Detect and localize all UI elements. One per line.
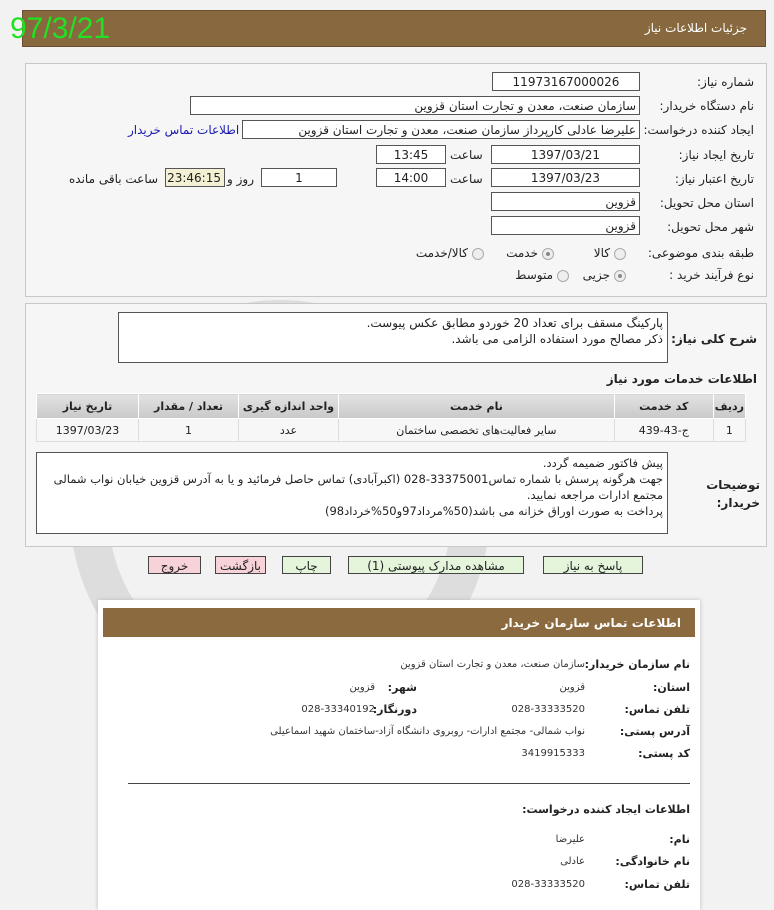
province-field[interactable]: قزوین [491, 192, 640, 211]
view-attachments-button[interactable]: مشاهده مدارک پیوستی (1) [348, 556, 524, 574]
description-textarea[interactable] [118, 312, 668, 363]
city-field[interactable]: قزوین [491, 216, 640, 235]
col-code: کد خدمت [614, 394, 713, 419]
buyer-contact-link[interactable]: اطلاعات تماس خریدار [128, 123, 240, 137]
family-value: عادلی [560, 856, 585, 867]
created-date-field[interactable]: 1397/03/21 [491, 145, 640, 164]
cell-row: 1 [713, 419, 745, 442]
province-label: استان: [653, 681, 690, 694]
phone-value: 028-33333520 [511, 704, 585, 715]
cell-code: ج-43-439 [614, 419, 713, 442]
requester-field[interactable]: علیرضا عادلی کارپرداز سازمان صنعت، معدن و تجارت استان قزوین [242, 120, 640, 139]
date-stamp: 97/3/21 [10, 12, 111, 45]
buyer-org-field[interactable]: سازمان صنعت، معدن و تجارت استان قزوین [190, 96, 640, 115]
cell-qty: 1 [139, 419, 239, 442]
address-label: آدرس پستی: [619, 725, 690, 738]
notes-line: پیش فاکتور ضمیمه گردد. [542, 456, 663, 470]
cell-date: 1397/03/23 [37, 419, 139, 442]
process-option-medium[interactable]: متوسط [515, 268, 569, 282]
valid-time-label: ساعت [450, 172, 483, 186]
contact-card-title: اطلاعات تماس سازمان خریدار [501, 616, 681, 630]
notes-line: پرداخت به صورت اوراق خزانه می باشد(50%مرداد97و50%خرداد98) [324, 504, 663, 518]
name-label: نام: [669, 833, 690, 846]
radio-selected-icon [542, 248, 554, 260]
radio-icon [472, 248, 484, 260]
process-label: نوع فرآیند خرید : [669, 268, 754, 282]
reply-button[interactable]: پاسخ به نیاز [543, 556, 643, 574]
col-row: ردیف [713, 394, 745, 419]
cell-name: سایر فعالیت‌های تخصصی ساختمان [339, 419, 615, 442]
back-button[interactable]: بازگشت [215, 556, 266, 574]
divider [128, 783, 690, 784]
category-option-service[interactable]: خدمت [506, 246, 554, 260]
notes-line: جهت هرگونه پرسش با شماره تماس33375001-028 (اکبرآبادی) تماس حاصل فرمائید و یا به آدرس قزوین خیابان نواب شمالی مجتمع ادارات مراجعه نمایید. [53, 472, 663, 502]
days-label: روز و [227, 172, 254, 186]
remaining-time-field: 23:46:15 [165, 168, 225, 187]
remaining-label: ساعت باقی مانده [69, 172, 159, 186]
buyer-org-label: نام دستگاه خریدار: [659, 99, 754, 113]
col-unit: واحد اندازه گیری [239, 394, 339, 419]
valid-time-field[interactable]: 14:00 [376, 168, 446, 187]
province-value: قزوین [559, 682, 585, 693]
created-label: تاریخ ایجاد نیاز: [678, 148, 754, 162]
description-label: شرح کلی نیاز: [671, 332, 757, 346]
creator-phone-label: تلفن تماس: [624, 878, 690, 891]
address-value: نواب شمالی- مجتمع ادارات- روبروی دانشگاه آزاد-ساختمان شهید اسماعیلی [270, 726, 585, 737]
radio-icon [557, 270, 569, 282]
print-button[interactable]: چاپ [282, 556, 331, 574]
process-option-minor[interactable]: جزیی [583, 268, 626, 282]
buyer-contact-card [98, 600, 700, 910]
org-label: نام سازمان خریدار: [584, 658, 690, 671]
col-qty: تعداد / مقدار [139, 394, 239, 419]
postal-label: کد پستی: [638, 747, 690, 760]
created-time-field[interactable]: 13:45 [376, 145, 446, 164]
fax-value: 028-33340192 [301, 704, 375, 715]
col-date: تاریخ نیاز [37, 394, 139, 419]
fax-label: دورنگار: [372, 703, 417, 716]
exit-button[interactable]: خروج [148, 556, 201, 574]
family-label: نام خانوادگی: [615, 855, 690, 868]
valid-date-field[interactable]: 1397/03/23 [491, 168, 640, 187]
name-value: علیرضا [555, 834, 585, 845]
radio-selected-icon [614, 270, 626, 282]
radio-icon [614, 248, 626, 260]
province-label: استان محل تحویل: [659, 196, 754, 210]
valid-label: تاریخ اعتبار نیاز: [674, 172, 754, 186]
city-label: شهر محل تحویل: [667, 220, 754, 234]
table-row [37, 419, 746, 442]
page-header [22, 10, 766, 47]
description-line: پارکینگ مسقف برای تعداد 20 خوردو مطابق عکس پیوست. [366, 316, 663, 330]
notes-textarea[interactable] [36, 452, 668, 534]
category-option-goods-service[interactable]: کالا/خدمت [416, 246, 484, 260]
page-title: جزئیات اطلاعات نیاز [644, 21, 747, 35]
creator-title: اطلاعات ایجاد کننده درخواست: [522, 803, 690, 816]
services-title: اطلاعات خدمات مورد نیاز [606, 372, 757, 386]
cell-unit: عدد [239, 419, 339, 442]
col-name: نام خدمت [339, 394, 615, 419]
postal-value: 3419915333 [521, 748, 585, 759]
category-option-goods[interactable]: کالا [594, 246, 626, 260]
phone-label: تلفن تماس: [624, 703, 690, 716]
table-header-row [37, 394, 746, 419]
days-remaining-field[interactable]: 1 [261, 168, 337, 187]
org-value: سازمان صنعت، معدن و تجارت استان قزوین [400, 659, 585, 670]
notes-label: توضیحات خریدار: [706, 478, 760, 510]
creator-phone-value: 028-33333520 [511, 879, 585, 890]
city-label: شهر: [387, 681, 417, 694]
city-value: قزوین [349, 682, 375, 693]
services-table [36, 393, 746, 442]
category-label: طبقه بندی موضوعی: [647, 246, 754, 260]
description-line: ذکر مصالح مورد استفاده الزامی می باشد. [451, 332, 663, 346]
need-number-field[interactable]: 11973167000026 [492, 72, 640, 91]
requester-label: ایجاد کننده درخواست: [643, 123, 754, 137]
need-number-label: شماره نیاز: [697, 75, 754, 89]
created-time-label: ساعت [450, 148, 483, 162]
contact-card-header [103, 608, 695, 637]
